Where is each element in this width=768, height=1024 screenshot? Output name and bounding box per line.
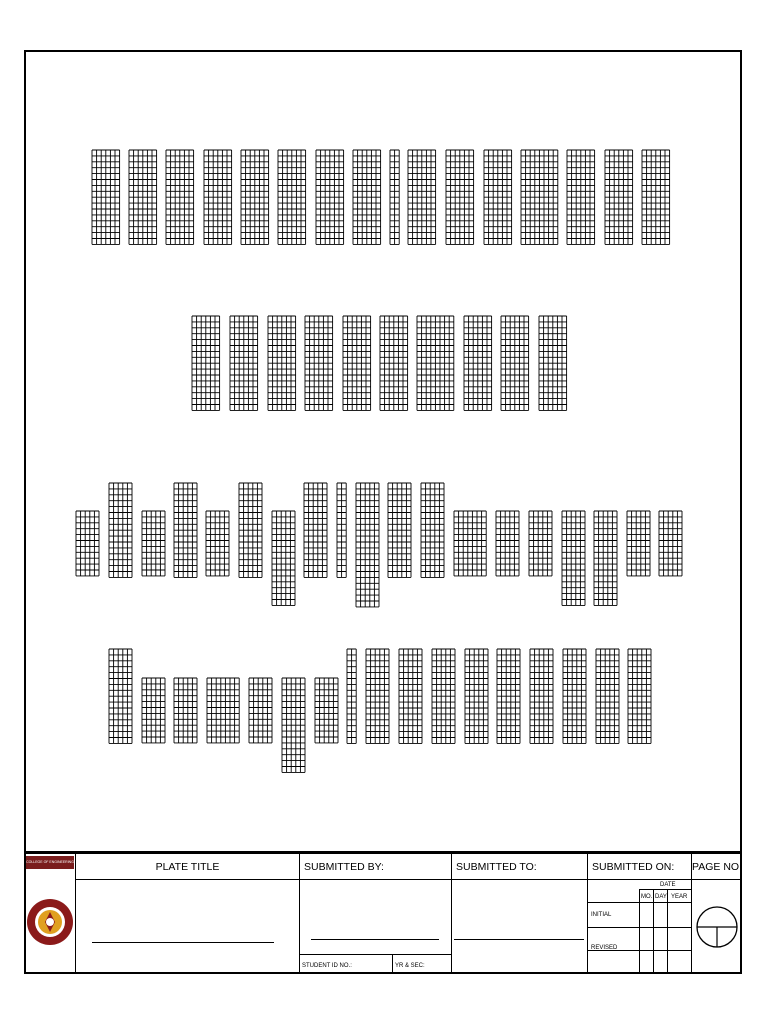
letter-grid-block xyxy=(278,150,306,244)
letter-grid-block xyxy=(353,150,381,244)
letter-grid-block xyxy=(417,316,454,410)
grid-row-2 xyxy=(192,316,567,410)
letter-grid-block xyxy=(92,150,120,244)
grid-lines xyxy=(268,316,296,410)
grid-lines xyxy=(249,678,272,743)
grid-lines xyxy=(109,483,132,577)
letter-grid-block xyxy=(596,649,619,743)
university-seal xyxy=(25,880,75,970)
letter-grid-block xyxy=(166,150,194,244)
submitted-on-header: SUBMITTED ON: xyxy=(588,854,692,880)
grid-lines xyxy=(594,511,617,605)
plate-title-line xyxy=(92,942,274,943)
letter-grid-block xyxy=(316,150,344,244)
letter-grid-block xyxy=(390,150,399,244)
letter-grid-block xyxy=(484,150,512,244)
letter-grid-block xyxy=(628,649,651,743)
grid-row-4 xyxy=(109,649,651,772)
letter-grid-block xyxy=(356,483,379,607)
letter-grid-block xyxy=(282,678,305,772)
submitted-by-line xyxy=(311,939,439,940)
grid-lines xyxy=(529,511,552,576)
divider xyxy=(691,880,692,974)
date-v2 xyxy=(653,889,654,974)
college-name: COLLEGE OF ENGINEERING xyxy=(26,860,74,864)
grid-lines xyxy=(305,316,333,410)
submitted-to-header: SUBMITTED TO: xyxy=(452,854,588,880)
letter-grid-block xyxy=(465,649,488,743)
letter-grid-block xyxy=(497,649,520,743)
yr-sec-label: YR & SEC: xyxy=(395,963,425,969)
grid-lines xyxy=(192,316,220,410)
grid-lines xyxy=(567,150,595,244)
grid-lines xyxy=(563,649,586,743)
letter-grid-block xyxy=(337,483,346,577)
grid-lines xyxy=(484,150,512,244)
letter-grid-block xyxy=(496,511,519,576)
letter-grid-block xyxy=(268,316,296,410)
grid-lines xyxy=(239,483,262,577)
grid-lines xyxy=(417,316,454,410)
grid-lines xyxy=(539,316,567,410)
letter-grid-block xyxy=(315,678,338,743)
letter-grid-block xyxy=(399,649,422,743)
grid-lines xyxy=(465,649,488,743)
letter-grid-block xyxy=(605,150,633,244)
letter-grid-block xyxy=(529,511,552,576)
grid-lines xyxy=(174,678,197,743)
plate-title-header: PLATE TITLE xyxy=(76,854,300,880)
grid-lines xyxy=(76,511,99,576)
grid-lines xyxy=(206,511,229,576)
letter-grid-block xyxy=(142,511,165,576)
letter-grid-block xyxy=(659,511,682,576)
title-block xyxy=(24,851,742,974)
grid-lines xyxy=(316,150,344,244)
initial-label: INITIAL xyxy=(591,912,612,918)
grid-lines xyxy=(464,316,492,410)
letter-grid-block xyxy=(109,483,132,577)
date-v3 xyxy=(667,889,668,974)
letter-grid-block xyxy=(241,150,269,244)
letter-grid-block xyxy=(454,511,486,576)
grid-lines xyxy=(446,150,474,244)
grid-lines xyxy=(337,483,346,577)
submitted-by-header: SUBMITTED BY: xyxy=(300,854,452,880)
grid-lines xyxy=(353,150,381,244)
letter-grid-block xyxy=(594,511,617,605)
letter-grid-block xyxy=(192,316,220,410)
grid-lines xyxy=(521,150,558,244)
letter-grid-block xyxy=(305,316,333,410)
grid-lines xyxy=(408,150,436,244)
grid-lines xyxy=(166,150,194,244)
grid-lines xyxy=(315,678,338,743)
divider xyxy=(299,880,300,974)
letter-grid-block xyxy=(563,649,586,743)
letter-grid-block xyxy=(142,678,165,743)
grid-lines xyxy=(380,316,408,410)
letter-grid-block xyxy=(642,150,670,244)
grid-lines xyxy=(501,316,529,410)
date-label: DATE xyxy=(660,882,676,888)
grid-lines xyxy=(204,150,232,244)
letter-grid-block xyxy=(464,316,492,410)
grid-lines xyxy=(142,511,165,576)
letter-grid-block xyxy=(539,316,567,410)
grid-lines xyxy=(109,649,132,743)
letter-grid-block xyxy=(206,511,229,576)
year-label: YEAR xyxy=(671,894,688,900)
letter-grid-block xyxy=(408,150,436,244)
grid-lines xyxy=(356,483,379,607)
letter-grid-block xyxy=(272,511,295,605)
letter-grid-block xyxy=(347,649,356,743)
letter-grid-block xyxy=(76,511,99,576)
grid-lines xyxy=(454,511,486,576)
grid-lines xyxy=(278,150,306,244)
student-row-top xyxy=(299,954,451,955)
letter-grid-block xyxy=(521,150,558,244)
grid-lines xyxy=(596,649,619,743)
grid-lines xyxy=(562,511,585,605)
grid-lines xyxy=(282,678,305,772)
letter-grid-block xyxy=(239,483,262,577)
submitted-to-line xyxy=(454,939,584,940)
letter-grid-block xyxy=(380,316,408,410)
grid-lines xyxy=(92,150,120,244)
grid-lines xyxy=(627,511,650,576)
letter-grid-block xyxy=(567,150,595,244)
grid-lines xyxy=(347,649,356,743)
grid-lines xyxy=(343,316,371,410)
grid-lines xyxy=(399,649,422,743)
grid-lines xyxy=(388,483,411,577)
date-h1 xyxy=(639,889,691,890)
grid-lines xyxy=(272,511,295,605)
grid-lines xyxy=(230,316,258,410)
letter-grid-block xyxy=(343,316,371,410)
grid-lines xyxy=(496,511,519,576)
letter-grid-block xyxy=(446,150,474,244)
grid-lines xyxy=(142,678,165,743)
logo-banner xyxy=(26,856,74,869)
letter-grid-block xyxy=(204,150,232,244)
letter-grid-block xyxy=(249,678,272,743)
letter-grid-block xyxy=(174,483,197,577)
mo-label: MO. xyxy=(641,894,653,900)
grid-lines xyxy=(207,678,239,743)
student-id-label: STUDENT ID NO.: xyxy=(302,963,352,969)
grid-row-3 xyxy=(76,483,682,607)
grid-lines xyxy=(304,483,327,577)
logo-cell xyxy=(24,854,76,974)
divider xyxy=(451,880,452,974)
grid-lines xyxy=(659,511,682,576)
grid-lines xyxy=(390,150,399,244)
grid-lines xyxy=(642,150,670,244)
grid-lines xyxy=(174,483,197,577)
grid-lines xyxy=(605,150,633,244)
letter-grid-block xyxy=(388,483,411,577)
grid-lines xyxy=(366,649,389,743)
grid-lines xyxy=(497,649,520,743)
grid-lines xyxy=(530,649,553,743)
letter-grid-block xyxy=(421,483,444,577)
letter-grid-block xyxy=(562,511,585,605)
letter-grid-block xyxy=(432,649,455,743)
page-number-circle xyxy=(695,887,739,967)
letter-grid-block xyxy=(366,649,389,743)
letter-grid-block xyxy=(530,649,553,743)
revised-label: REVISED xyxy=(591,945,618,951)
grid-lines xyxy=(432,649,455,743)
letter-grid-block xyxy=(207,678,239,743)
grid-lines xyxy=(129,150,157,244)
grid-lines xyxy=(628,649,651,743)
letter-grid-block xyxy=(230,316,258,410)
grid-lines xyxy=(421,483,444,577)
page-no-header: PAGE NO. xyxy=(692,854,742,880)
letter-grid-block xyxy=(501,316,529,410)
day-label: DAY xyxy=(655,894,667,900)
letter-grid-block xyxy=(304,483,327,577)
letter-grid-block xyxy=(109,649,132,743)
letter-grid-block xyxy=(627,511,650,576)
grid-lines xyxy=(241,150,269,244)
student-divider xyxy=(392,954,393,974)
letter-grid-block xyxy=(174,678,197,743)
grid-row-1 xyxy=(92,150,670,244)
letter-grid-block xyxy=(129,150,157,244)
date-v1 xyxy=(639,889,640,974)
